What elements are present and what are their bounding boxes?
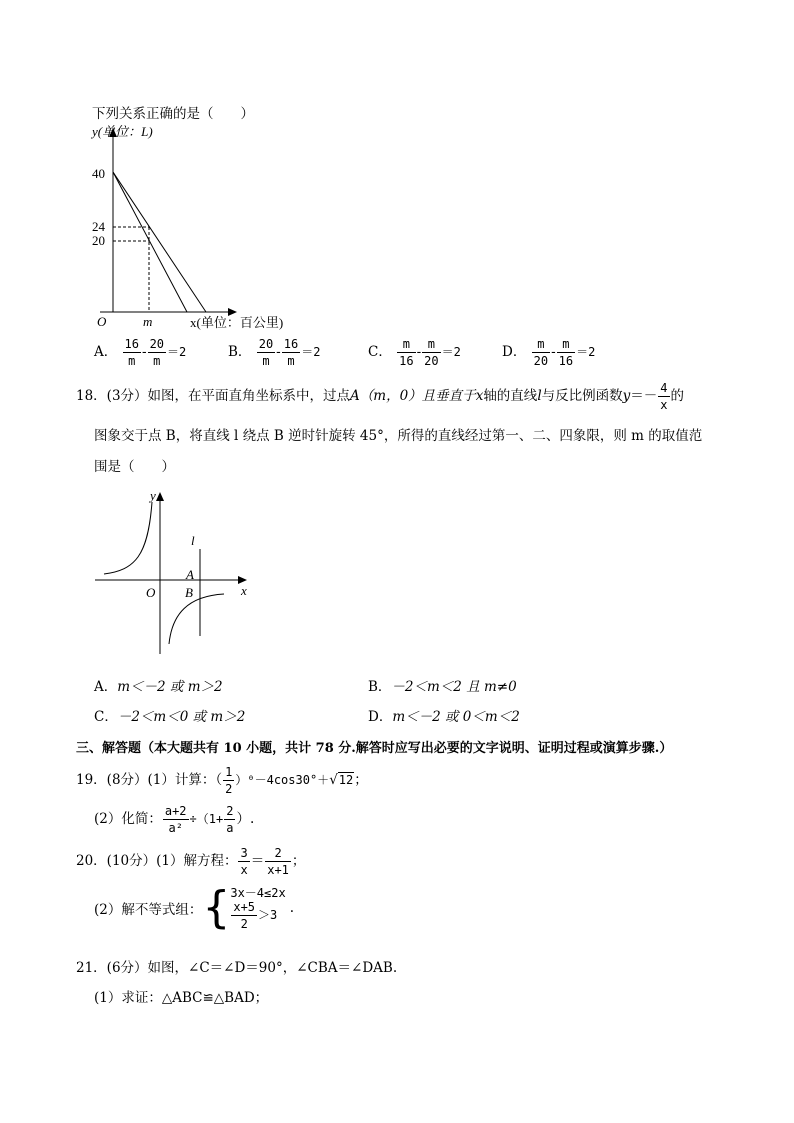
q21-line2: (1）求证：△ABC≌△BAD； — [94, 990, 269, 1006]
q18-option-b[interactable]: B．－2＜m＜2 且 m≠0 — [368, 679, 517, 695]
q17-ylabel: y(单位：L) — [92, 124, 153, 139]
option-letter: B． — [228, 344, 252, 360]
q17-tick-20: 20 — [92, 233, 105, 248]
q20-part2: (2）解不等式组：{ 3x－4≤2x $\frac{x+5}{2}$ ＞3 . — [94, 882, 295, 933]
option-letter: D． — [502, 344, 527, 360]
q18-y-arrow — [156, 492, 164, 501]
q17-option-c[interactable]: C． $\frac{m}{16}$ - $\frac{m}{20}$ ＝2 — [368, 337, 461, 368]
q17-option-d[interactable]: D． $\frac{m}{20}$ - $\frac{m}{16}$ ＝2 — [502, 337, 596, 368]
q18-option-c[interactable]: C．－2＜m＜0 或 m＞2 — [94, 709, 246, 725]
q18-option-d[interactable]: D．m＜－2 或 0＜m＜2 — [368, 709, 520, 725]
q17-option-b[interactable]: B． $\frac{20}{m}$ - $\frac{16}{m}$ ＝2 — [228, 337, 321, 368]
q18-line1: 18．(3分）如图，在平面直角坐标系中，过点A（m，0）且垂直于x轴的直线l与反比例函数y＝－ $\frac{4}{x}$ 的 — [76, 381, 685, 412]
q19-part1: 19．(8分）(1）计算：（ $\frac{1}{2}$ ）⁰－4cos30°＋√12； — [76, 765, 368, 796]
q20-part1: 20．(10分）(1）解方程： $\frac{3}{x}$ ＝ $\frac{2}{x+1}$ ； — [76, 846, 306, 877]
q17-tick-24: 24 — [92, 219, 105, 234]
q18-line2: 图象交于点 B，将直线 l 绕点 B 逆时针旋转 45°，所得的直线经过第一、二、四象限，则 m 的取值范 — [94, 428, 703, 444]
q18-line3: 围是（ ） — [94, 459, 175, 475]
q18-l-label: l — [191, 533, 195, 548]
q18-a-label: A — [186, 567, 194, 582]
q17-xlabel: x(单位：百公里) — [190, 315, 284, 330]
q17-graph — [88, 124, 318, 339]
q17-origin: O — [97, 314, 107, 329]
q17-tick-40: 40 — [92, 166, 105, 181]
q18-option-a[interactable]: A．m＜－2 或 m＞2 — [94, 679, 223, 695]
q18-y-label: y — [150, 488, 156, 503]
q18-origin: O — [146, 585, 156, 600]
q17-stem: 下列关系正确的是（ ） — [92, 106, 254, 122]
q18-graph — [90, 484, 260, 659]
section-3-heading: 三、解答题（本大题共有 10 小题，共计 78 分.解答时应写出必要的文字说明、证明过程或演算步骤.） — [76, 741, 673, 756]
q18-hyperbola-branch-4 — [169, 594, 224, 644]
q18-x-label: x — [241, 583, 247, 598]
option-letter: C． — [368, 344, 392, 360]
q17-m-label: m — [143, 314, 153, 329]
q18-b-label: B — [185, 585, 193, 600]
q18-hyperbola-branch-2 — [104, 502, 152, 574]
q17-option-a[interactable]: A． $\frac{16}{m}$ - $\frac{20}{m}$ ＝2 — [94, 337, 187, 368]
option-letter: A． — [94, 344, 118, 360]
q19-part2: (2）化简： $\frac{a+2}{\text{a²}}$ ÷（1+ $\frac{2}{a}$ ）. — [94, 804, 255, 835]
q17-line-2 — [113, 172, 206, 312]
q21-line1: 21．(6分）如图，∠C＝∠D＝90°，∠CBA＝∠DAB. — [76, 960, 398, 976]
q17-line-1 — [113, 172, 187, 312]
